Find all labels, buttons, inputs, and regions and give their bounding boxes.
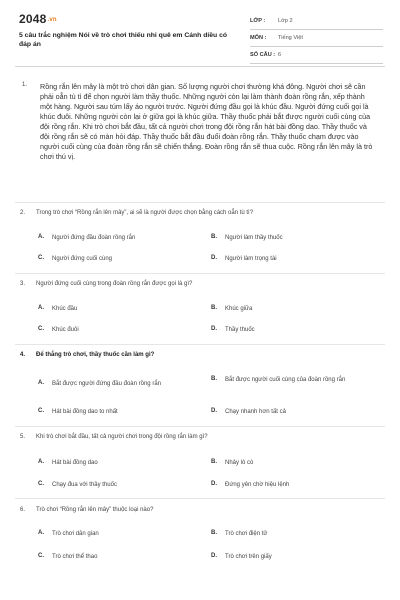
meta-table — [250, 13, 383, 64]
option-text: Đứng yên chờ hiệu lệnh — [225, 482, 290, 488]
meta-key: MÔN : — [250, 35, 267, 41]
question-text: Người đứng cuối cùng trong đoàn rồng rắn được gọi là gì? — [36, 281, 193, 287]
answer-option-a[interactable] — [38, 459, 192, 467]
reading-passage: Rồng rắn lên mây là một trò chơi dân gian. Số lượng người chơi thường khá đông. Người chơi sẽ cần phải oẳn tù tì để chọn người làm thầy thuốc. Những người còn lại làm thành đoàn rồng rắn, xếp thành một hàng. Người sau túm lấy áo người trước. Người đứng đầu gọi là khúc đầu. Người đứng cuối gọi là khúc đuôi. Những người còn lại ở giữa gọi là khúc giữa. Thầy thuốc phải bắt được người cuối cùng của đội rồng rắn. Khi trò chơi bắt đầu, tất cả người chơi trong đội rồng rắn hát bài đồng dao. Thầy thuốc và đội rồng rắn sẽ có màn hỏi đáp. Thầy thuốc bắt đầu đuổi đoàn rồng rắn. Thầy thuốc chạm được vào người cuối cùng của đoàn rồng rắn sẽ chiến thắng. Đoàn rồng rắn sẽ thua cuộc. Rồng rắn lên mây là trò chơi thú vị. — [40, 82, 373, 161]
option-letter: A. — [38, 234, 44, 240]
question-stem — [20, 352, 380, 358]
question-number: 1. — [22, 82, 28, 88]
option-letter: C. — [38, 553, 44, 559]
meta-row-class — [250, 13, 383, 30]
option-text: Hát bài đồng dao to nhất — [52, 409, 118, 415]
question-divider — [15, 273, 385, 274]
answer-option-d[interactable] — [211, 553, 365, 561]
option-letter: C. — [38, 481, 44, 487]
option-text: Trò chơi điện tử — [225, 531, 268, 537]
option-letter: C. — [38, 255, 44, 261]
question-text: Trò chơi “Rồng rắn lên mây” thuộc loại nào? — [36, 507, 154, 513]
question-text: Khi trò chơi bắt đầu, tất cả người chơi trong đội rồng rắn làm gì? — [36, 434, 208, 440]
answer-option-c[interactable] — [38, 326, 192, 334]
question-stem — [20, 210, 380, 216]
option-letter: A. — [38, 459, 44, 465]
answer-option-c[interactable] — [38, 481, 192, 489]
answer-option-a[interactable] — [38, 380, 192, 388]
question-text: Để thắng trò chơi, thầy thuốc cần làm gì? — [36, 352, 155, 358]
meta-value: Lớp 2 — [278, 18, 293, 24]
option-text: Hát bài đồng dao — [52, 460, 98, 466]
option-letter: A. — [38, 530, 44, 536]
answer-option-a[interactable] — [38, 530, 192, 538]
option-text: Chạy đua với thầy thuốc — [52, 482, 117, 488]
question-divider — [15, 426, 385, 427]
option-letter: D. — [211, 326, 217, 332]
answer-option-d[interactable] — [211, 408, 365, 416]
answer-option-c[interactable] — [38, 408, 192, 416]
answer-option-c[interactable] — [38, 255, 192, 263]
logo-domain-suffix: .vn — [47, 17, 57, 23]
meta-value: 6 — [278, 52, 282, 58]
option-letter: A. — [38, 305, 44, 311]
option-text: Thầy thuốc — [225, 327, 255, 333]
answer-option-b[interactable] — [211, 305, 365, 313]
option-letter: A. — [38, 380, 44, 386]
option-letter: D. — [211, 481, 217, 487]
question-number: 6. — [20, 507, 26, 513]
question-stem — [20, 507, 380, 513]
option-text: Người làm thầy thuốc — [225, 235, 283, 241]
option-text: Bắt được người đứng đầu đoàn rồng rắn — [52, 381, 161, 387]
option-text: Người đứng đầu đoàn rồng rắn — [52, 235, 136, 241]
meta-row-count — [250, 47, 383, 64]
question-divider — [15, 202, 385, 203]
answer-option-a[interactable] — [38, 234, 192, 242]
site-logo[interactable] — [19, 12, 57, 26]
question-text: Trong trò chơi “Rồng rắn lên mây”, ai sẽ là người được chọn bằng cách oẳn tù tì? — [36, 210, 254, 216]
option-letter: B. — [211, 305, 217, 311]
question-stem — [20, 434, 380, 440]
answer-option-b[interactable] — [211, 234, 365, 242]
answer-option-c[interactable] — [38, 553, 192, 561]
option-letter: B. — [211, 530, 217, 536]
option-text: Người làm trọng tài — [225, 256, 277, 262]
option-text: Trò chơi dân gian — [52, 531, 99, 537]
meta-value: Tiếng Việt — [278, 35, 303, 41]
answer-option-d[interactable] — [211, 326, 365, 334]
question-divider — [15, 344, 385, 345]
question-divider — [15, 498, 385, 499]
answer-option-b[interactable] — [211, 459, 365, 467]
answer-option-d[interactable] — [211, 481, 365, 489]
option-text: Trò chơi trên giấy — [225, 554, 272, 560]
answer-option-b[interactable] — [211, 530, 365, 538]
option-letter: B. — [211, 234, 217, 240]
option-text: Nhảy lò cò — [225, 460, 254, 466]
logo-main-text: 2048 — [19, 12, 47, 26]
meta-key: SỐ CÂU : — [250, 52, 276, 58]
question-number: 4. — [20, 352, 26, 358]
meta-key: LỚP : — [250, 18, 266, 24]
question-number: 5. — [20, 434, 26, 440]
option-text: Trò chơi thể thao — [52, 554, 98, 560]
header-divider — [15, 66, 385, 67]
answer-option-b[interactable] — [211, 376, 365, 384]
option-text: Khúc giữa — [225, 306, 253, 312]
option-text: Chạy nhanh hơn tất cả — [225, 409, 286, 415]
option-letter: C. — [38, 326, 44, 332]
option-letter: C. — [38, 408, 44, 414]
option-letter: B. — [211, 459, 217, 465]
document-title: 5 câu trắc nghiệm Nói về trò chơi thiếu nhi quê em Cánh diều có đáp án — [19, 32, 228, 48]
question-number: 2. — [20, 210, 26, 216]
option-text: Khúc đuôi — [52, 327, 79, 333]
answer-option-a[interactable] — [38, 305, 192, 313]
meta-row-subject — [250, 30, 383, 47]
page-header — [0, 0, 400, 63]
option-letter: D. — [211, 553, 217, 559]
question-stem — [20, 281, 380, 287]
option-text: Bắt được người cuối cùng của đoàn rồng rắn — [225, 377, 346, 383]
answer-option-d[interactable] — [211, 255, 365, 263]
option-text: Khúc đầu — [52, 306, 78, 312]
option-text: Người đứng cuối cùng — [52, 256, 112, 262]
option-letter: D. — [211, 255, 217, 261]
option-letter: D. — [211, 408, 217, 414]
question-number: 3. — [20, 281, 26, 287]
option-letter: B. — [211, 376, 217, 382]
